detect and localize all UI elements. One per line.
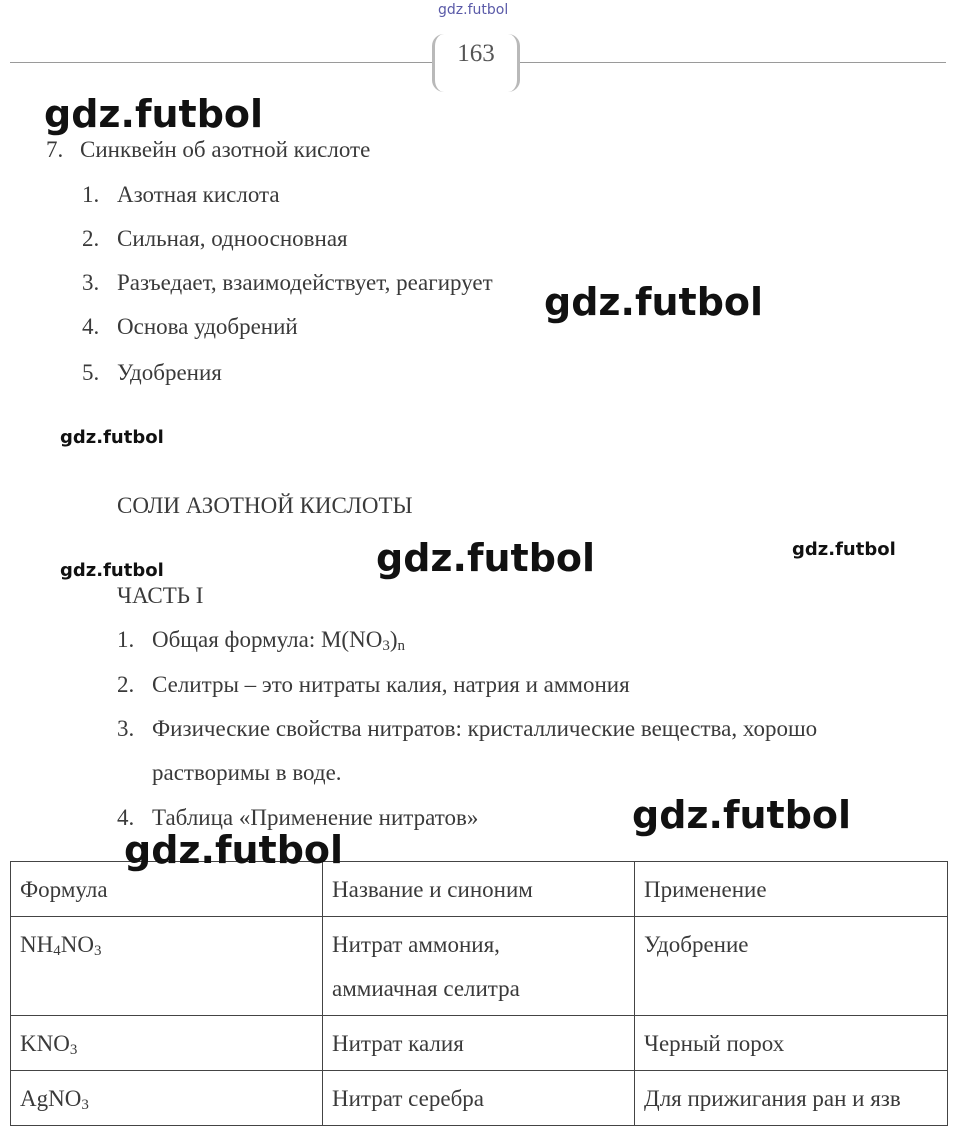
page-number: 163 bbox=[457, 40, 495, 67]
list-item-number: 2. bbox=[117, 672, 135, 697]
name-cell: Нитрат калия bbox=[323, 1016, 635, 1071]
header-rule-left bbox=[10, 62, 432, 63]
watermark: gdz.futbol bbox=[792, 539, 896, 560]
list-item-number: 2. bbox=[82, 226, 100, 251]
name-cell: Нитрат серебра bbox=[323, 1071, 635, 1126]
use-cell: Удобрение bbox=[635, 917, 948, 1016]
list-item-number: 1. bbox=[117, 627, 135, 652]
watermark: gdz.futbol bbox=[632, 793, 852, 837]
general-formula: Общая формула: $M(NO_3)_n$ bbox=[152, 627, 405, 654]
watermark: gdz.futbol bbox=[60, 560, 164, 581]
list-item-number: 1. bbox=[82, 182, 100, 207]
watermark: gdz.futbol bbox=[44, 92, 264, 136]
list-item: Удобрения bbox=[117, 360, 222, 385]
list-item: Физические свойства нитратов: кристаллические вещества, хорошо bbox=[152, 716, 818, 741]
list-item: Селитры – это нитраты калия, натрия и аммония bbox=[152, 672, 630, 697]
list-item: Азотная кислота bbox=[117, 182, 280, 207]
list-item: Разъедает, взаимодействует, реагирует bbox=[117, 270, 493, 295]
list-item-number: 4. bbox=[117, 805, 135, 830]
watermark: gdz.futbol bbox=[544, 280, 764, 324]
use-cell: Черный порох bbox=[635, 1016, 948, 1071]
table-header-cell: Название и синоним bbox=[323, 862, 635, 917]
section-number: 7. bbox=[46, 137, 64, 162]
formula-cell: $NH_4NO_3$ bbox=[11, 917, 323, 1016]
header-rule-right bbox=[520, 62, 946, 63]
list-item-continuation: растворимы в воде. bbox=[152, 760, 342, 785]
formula-cell: $KNO_3$ bbox=[11, 1016, 323, 1071]
table-row bbox=[11, 917, 948, 1016]
list-item: Таблица «Применение нитратов» bbox=[152, 805, 479, 830]
list-item-number: 4. bbox=[82, 314, 100, 339]
list-item-number: 5. bbox=[82, 360, 100, 385]
use-cell: Для прижигания ран и язв bbox=[635, 1071, 948, 1126]
section-heading: СОЛИ АЗОТНОЙ КИСЛОТЫ bbox=[117, 493, 413, 518]
list-item: Сильная, одноосновная bbox=[117, 226, 348, 251]
table-row bbox=[11, 1016, 948, 1071]
list-item-number: 3. bbox=[82, 270, 100, 295]
list-item-number: 3. bbox=[117, 716, 135, 741]
watermark: gdz.futbol bbox=[124, 828, 344, 872]
table-header-cell: Применение bbox=[635, 862, 948, 917]
watermark-top: gdz.futbol bbox=[438, 2, 509, 18]
part-heading: ЧАСТЬ I bbox=[117, 583, 204, 608]
section-title: Синквейн об азотной кислоте bbox=[80, 137, 371, 162]
table-header-cell: Формула bbox=[11, 862, 323, 917]
formula-cell: AgNO$_3$ bbox=[11, 1071, 323, 1126]
name-cell: Нитрат аммония, аммиачная селитра bbox=[323, 917, 635, 1016]
watermark: gdz.futbol bbox=[60, 427, 164, 448]
list-item: Основа удобрений bbox=[117, 314, 298, 339]
nitrates-table bbox=[10, 861, 948, 1126]
table-row bbox=[11, 1071, 948, 1126]
watermark: gdz.futbol bbox=[376, 536, 596, 580]
